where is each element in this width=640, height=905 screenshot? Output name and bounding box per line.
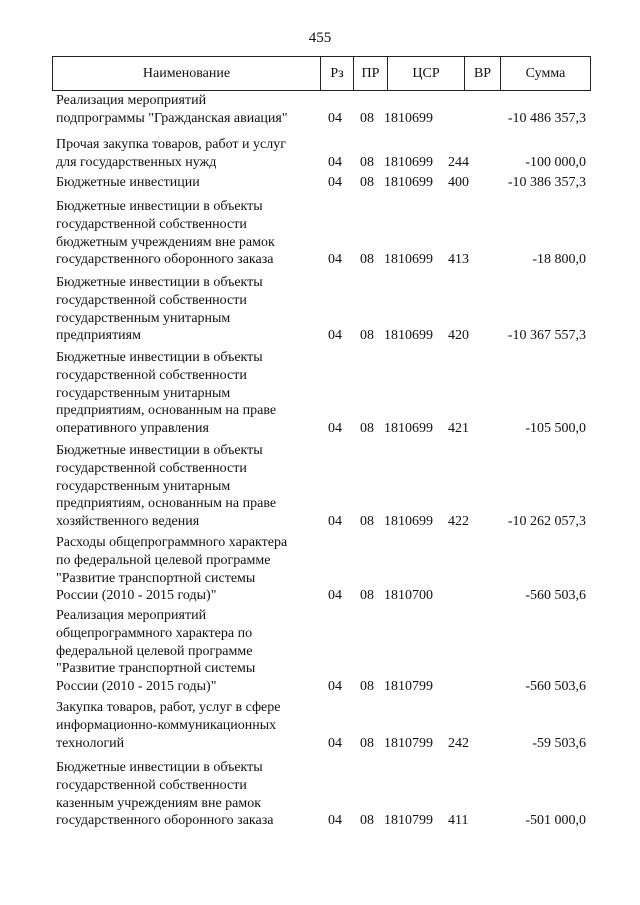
- row-csr: 1810700: [384, 588, 433, 604]
- row-rz: 04: [328, 679, 342, 695]
- row-name: [56, 274, 317, 345]
- row-name-line: Реализация мероприятий: [56, 608, 207, 623]
- row-name-line: "Развитие транспортной системы: [56, 570, 256, 586]
- row-name-line: государственной собственности: [56, 777, 247, 793]
- row-name: [56, 759, 317, 830]
- table-row: [56, 759, 586, 830]
- row-rz: 04: [328, 421, 342, 437]
- table-row: [56, 349, 586, 438]
- row-name: [56, 174, 317, 192]
- page-number: 455: [308, 30, 332, 46]
- row-csr: 1810699: [384, 175, 433, 190]
- row-csr: 1810699: [384, 154, 433, 170]
- row-name-line: государственной собственности: [56, 216, 247, 232]
- row-rz: 04: [328, 588, 342, 604]
- row-vr: 422: [448, 514, 469, 530]
- row-pr: 08: [360, 679, 374, 695]
- row-sum: -10 386 357,3: [507, 175, 586, 190]
- row-name-line: для государственных нужд: [56, 154, 217, 170]
- row-name: [56, 349, 317, 438]
- row-pr: 08: [360, 421, 374, 437]
- row-vr: 400: [448, 175, 469, 190]
- row-name-line: подпрограммы "Гражданская авиация": [56, 110, 288, 126]
- row-name-line: оперативного управления: [56, 421, 209, 437]
- row-csr: 1810699: [384, 328, 433, 344]
- row-name: [56, 534, 317, 605]
- row-name-line: Бюджетные инвестиции в объекты: [56, 275, 263, 290]
- row-pr: 08: [360, 588, 374, 604]
- row-name-line: государственной собственности: [56, 292, 247, 308]
- row-rz: 04: [328, 735, 342, 751]
- row-vr: 411: [448, 813, 469, 829]
- row-csr: 1810799: [384, 813, 433, 829]
- row-name-line: предприятиям, основанным на праве: [56, 496, 277, 512]
- row-vr: 421: [448, 421, 469, 437]
- row-pr: 08: [360, 514, 374, 530]
- row-sum: -59 503,6: [532, 735, 586, 751]
- row-name-line: Закупка товаров, работ, услуг в сфере: [56, 700, 281, 715]
- row-sum: -18 800,0: [532, 252, 586, 268]
- row-name-line: государственной собственности: [56, 367, 247, 383]
- row-name-line: Реализация мероприятий: [56, 93, 207, 108]
- row-rz: 04: [328, 813, 342, 829]
- row-rz: 04: [328, 252, 342, 268]
- row-csr: 1810699: [384, 110, 433, 126]
- row-name-line: предприятиям: [56, 328, 141, 344]
- row-csr: 1810699: [384, 514, 433, 530]
- header-vr: ВР: [465, 57, 501, 90]
- row-pr: 08: [360, 110, 374, 126]
- row-name: [56, 699, 317, 752]
- row-sum: -501 000,0: [525, 813, 586, 829]
- header-name: Наименование: [53, 57, 321, 90]
- row-rz: 04: [328, 154, 342, 170]
- row-csr: 1810799: [384, 735, 433, 751]
- row-sum: -10 367 557,3: [507, 328, 586, 344]
- row-rz: 04: [328, 110, 342, 126]
- table-row: [56, 92, 586, 128]
- row-sum: -100 000,0: [525, 154, 586, 170]
- row-sum: -105 500,0: [525, 421, 586, 437]
- row-name-line: федеральной целевой программе: [56, 643, 253, 659]
- row-name-line: бюджетным учреждениям вне рамок: [56, 234, 275, 250]
- row-pr: 08: [360, 175, 374, 190]
- row-name-line: Расходы общепрограммного характера: [56, 535, 288, 550]
- row-pr: 08: [360, 813, 374, 829]
- row-rz: 04: [328, 514, 342, 530]
- row-name: [56, 198, 317, 269]
- row-name-line: государственного оборонного заказа: [56, 252, 274, 268]
- row-sum: -10 486 357,3: [507, 110, 586, 126]
- row-csr: 1810699: [384, 421, 433, 437]
- row-name-line: информационно-коммуникационных: [56, 717, 277, 733]
- row-name-line: Бюджетные инвестиции в объекты: [56, 350, 263, 365]
- row-name: [56, 136, 317, 172]
- row-name-line: Бюджетные инвестиции: [56, 175, 200, 190]
- table-row: [56, 198, 586, 269]
- row-pr: 08: [360, 328, 374, 344]
- table-row: [56, 274, 586, 345]
- row-csr: 1810799: [384, 679, 433, 695]
- row-name-line: хозяйственного ведения: [56, 514, 200, 530]
- row-rz: 04: [328, 328, 342, 344]
- header-csr: ЦСР: [388, 57, 465, 90]
- row-sum: -560 503,6: [525, 588, 586, 604]
- row-name-line: государственным унитарным: [56, 385, 231, 401]
- row-name-line: "Развитие транспортной системы: [56, 661, 256, 677]
- row-name: [56, 607, 317, 696]
- row-name-line: общепрограммного характера по: [56, 625, 253, 641]
- table-row: [56, 442, 586, 531]
- row-pr: 08: [360, 154, 374, 170]
- table-header: [52, 56, 591, 91]
- header-pr: ПР: [354, 57, 388, 90]
- row-vr: 420: [448, 328, 469, 344]
- row-name-line: России (2010 - 2015 годы)": [56, 679, 217, 695]
- row-name: [56, 442, 317, 531]
- row-name-line: государственным унитарным: [56, 310, 231, 326]
- row-name: [56, 92, 317, 128]
- table-row: [56, 607, 586, 696]
- row-sum: -10 262 057,3: [507, 514, 586, 530]
- row-name-line: государственного оборонного заказа: [56, 813, 274, 829]
- row-name-line: предприятиям, основанным на праве: [56, 403, 277, 419]
- row-name-line: Бюджетные инвестиции в объекты: [56, 443, 263, 458]
- row-name-line: по федеральной целевой программе: [56, 552, 271, 568]
- row-name-line: государственным унитарным: [56, 478, 231, 494]
- table-row: [56, 174, 586, 192]
- row-name-line: казенным учреждениям вне рамок: [56, 795, 262, 811]
- row-vr: 413: [448, 252, 469, 268]
- row-pr: 08: [360, 252, 374, 268]
- table-row: [56, 534, 586, 605]
- row-name-line: России (2010 - 2015 годы)": [56, 588, 217, 604]
- row-sum: -560 503,6: [525, 679, 586, 695]
- table-row: [56, 136, 586, 172]
- row-name-line: технологий: [56, 735, 125, 751]
- row-name-line: Бюджетные инвестиции в объекты: [56, 760, 263, 775]
- row-vr: 242: [448, 735, 469, 751]
- row-name-line: Прочая закупка товаров, работ и услуг: [56, 137, 286, 152]
- row-name-line: Бюджетные инвестиции в объекты: [56, 199, 263, 214]
- table-row: [56, 699, 586, 752]
- row-name-line: государственной собственности: [56, 460, 247, 476]
- row-pr: 08: [360, 735, 374, 751]
- row-csr: 1810699: [384, 252, 433, 268]
- row-rz: 04: [328, 175, 342, 190]
- row-vr: 244: [448, 154, 469, 170]
- header-sum: Сумма: [525, 66, 566, 81]
- header-rz: Рз: [321, 57, 354, 90]
